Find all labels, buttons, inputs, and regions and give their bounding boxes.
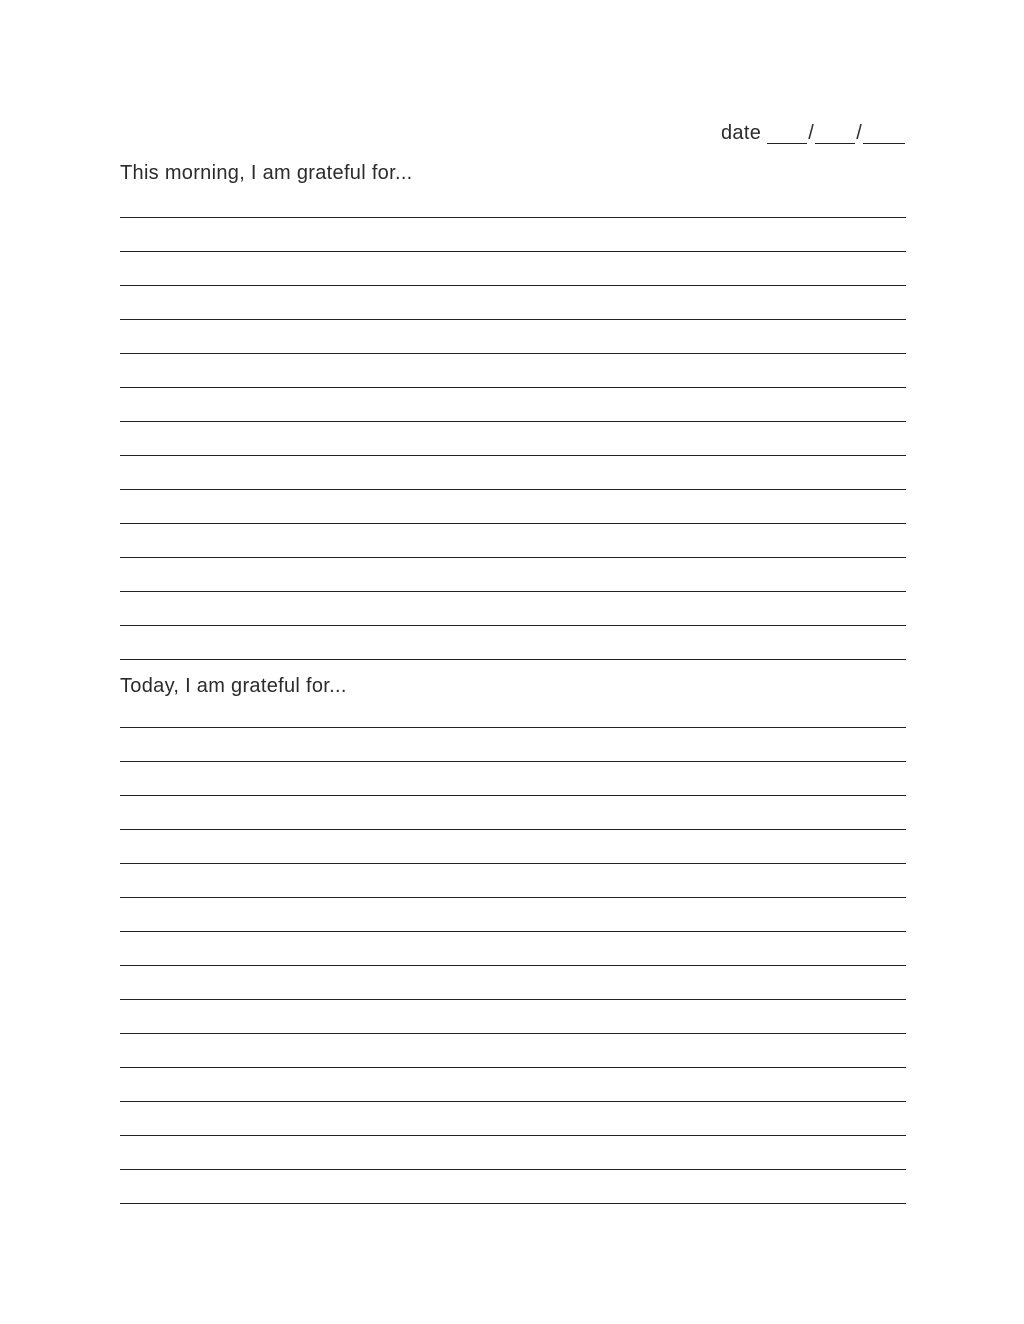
today-section-title: Today, I am grateful for...	[120, 675, 347, 697]
writing-line[interactable]	[120, 829, 906, 863]
morning-writing-lines	[120, 217, 906, 693]
writing-line[interactable]	[120, 1101, 906, 1135]
writing-line[interactable]	[120, 353, 906, 387]
writing-line[interactable]	[120, 387, 906, 421]
writing-line[interactable]	[120, 523, 906, 557]
writing-line[interactable]	[120, 931, 906, 965]
date-separator: /	[856, 122, 863, 144]
writing-line[interactable]	[120, 795, 906, 829]
writing-line[interactable]	[120, 285, 906, 319]
writing-line[interactable]	[120, 489, 906, 523]
writing-line[interactable]	[120, 1169, 906, 1203]
writing-line[interactable]	[120, 999, 906, 1033]
writing-line[interactable]	[120, 1135, 906, 1169]
writing-line[interactable]	[120, 625, 906, 659]
writing-line[interactable]	[120, 1033, 906, 1067]
writing-line[interactable]	[120, 251, 906, 285]
date-month-blank[interactable]	[767, 126, 807, 144]
writing-line[interactable]	[120, 863, 906, 897]
writing-line[interactable]	[120, 455, 906, 489]
writing-line[interactable]	[120, 421, 906, 455]
writing-line[interactable]	[120, 965, 906, 999]
date-year-blank[interactable]	[863, 126, 905, 144]
date-day-blank[interactable]	[815, 126, 855, 144]
date-label: date	[721, 122, 762, 144]
today-writing-lines	[120, 727, 906, 1237]
morning-section-title: This morning, I am grateful for...	[120, 162, 413, 184]
date-field	[721, 120, 905, 144]
writing-line[interactable]	[120, 319, 906, 353]
writing-line[interactable]	[120, 591, 906, 625]
writing-line[interactable]	[120, 1067, 906, 1101]
writing-line[interactable]	[120, 557, 906, 591]
writing-line[interactable]	[120, 727, 906, 761]
writing-line[interactable]	[120, 897, 906, 931]
writing-line[interactable]	[120, 217, 906, 251]
writing-line[interactable]	[120, 761, 906, 795]
date-separator: /	[808, 122, 815, 144]
writing-line[interactable]	[120, 1203, 906, 1237]
